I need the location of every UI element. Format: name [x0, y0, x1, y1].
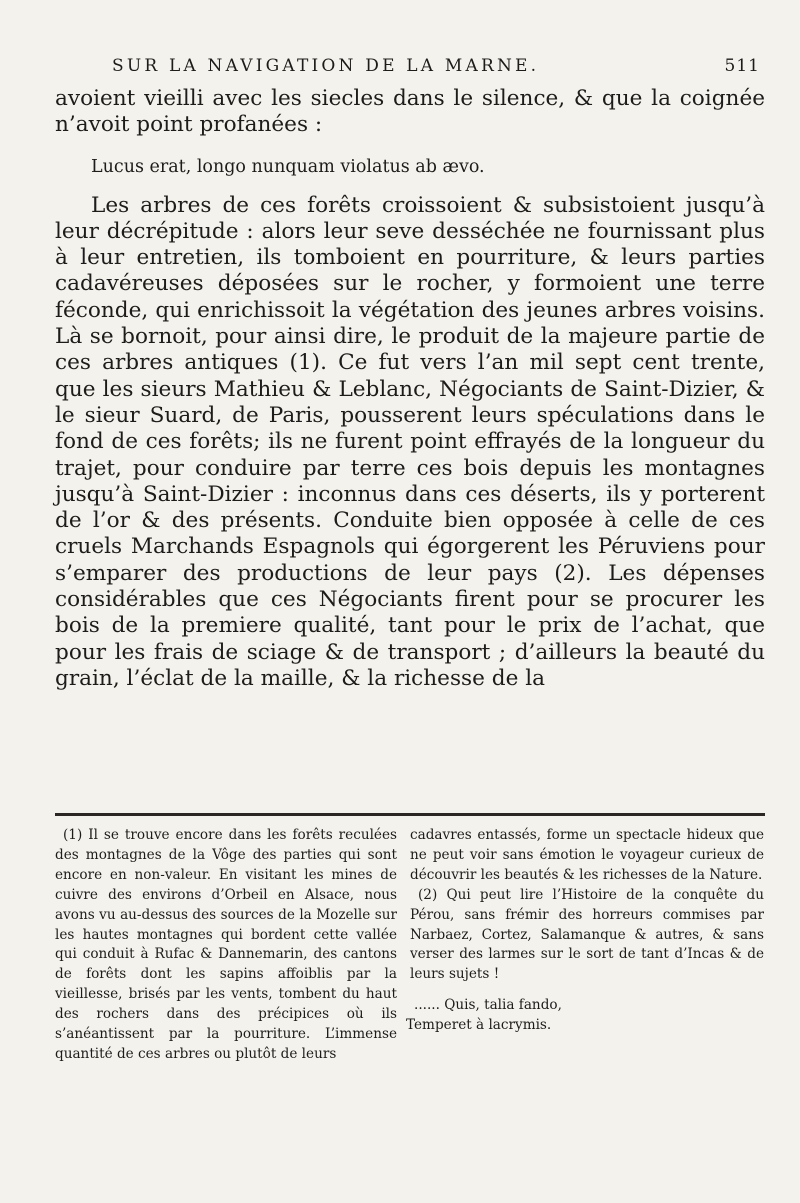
verse-line-1: ...... Quis, talia fando, — [414, 997, 562, 1014]
paragraph-continuation: avoient vieilli avec les siecles dans le silence, & que la coignée n’avoit point profanées : — [55, 86, 765, 138]
running-head-title: SUR LA NAVIGATION DE LA MARNE. — [112, 56, 540, 76]
footnote-1-continuation: cadavres entassés, forme un spectacle hideux que ne peut voir sans émotion le voyageur curieux de découvrir les beautés & les richesses de la Nature. — [410, 827, 764, 883]
footnote-verse — [406, 995, 764, 1035]
running-head — [112, 56, 760, 80]
footnotes-right-column — [406, 826, 764, 1035]
footnote-1: (1) Il se trouve encore dans les forêts reculées des montagnes de la Vôge des parties qui sont encore en non-valeur. En visitant les mines de cuivre des environs d’Orbeil en Alsace, nous avons vu au-dessus des sources de la Mozelle sur les hautes montagnes qui bordent cette vallée qui conduit à Rufac & Dannemarin, des cantons de forêts dont les sapins affoiblis par la vieillesse, brisés par les vents, tombent du haut des rochers dans des précipices où ils s’anéantissent par la pourriture. L’immense quantité de ces arbres ou plutôt de leurs — [55, 827, 397, 1062]
verse-line-2: Temperet à lacrymis. — [406, 1017, 552, 1034]
page-number: 511 — [724, 56, 760, 76]
footnotes-left-column — [55, 826, 397, 1065]
paragraph-main: Les arbres de ces forêts croissoient & subsistoient jusqu’à leur décrépitude : alors leur seve desséchée ne fournissant plus à leur entretien, ils tomboient en pourriture, & leurs parties cadavéreuses déposées sur le rocher, y formoient une terre féconde, qui enrichissoit la végétation des jeunes arbres voisins. Là se bornoit, pour ainsi dire, le produit de la majeure partie de ces arbres antiques (1). Ce fut vers l’an mil sept cent trente, que les sieurs Mathieu & Leblanc, Négociants de Saint-Dizier, & le sieur Suard, de Paris, pousserent leurs spéculations dans le fond de ces forêts; ils ne furent point effrayés de la longueur du trajet, pour conduire par terre ces bois depuis les montagnes jusqu’à Saint-Dizier : inconnus dans ces déserts, ils y porterent de l’or & des présents. Conduite bien opposée à celle de ces cruels Marchands Espagnols qui égorgerent les Péruviens pour s’emparer des productions de leur pays (2). Les dépenses considérables que ces Négociants firent pour se procurer les bois de la premiere qualité, tant pour le prix de l’achat, que pour les frais de sciage & de transport ; d’ailleurs la beauté du grain, l’éclat de la maille, & la richesse de la — [55, 192, 765, 691]
main-text — [55, 86, 765, 692]
footnote-divider — [55, 813, 765, 816]
latin-quote: Lucus erat, longo nunquam violatus ab ævo. — [91, 156, 485, 177]
footnote-2: (2) Qui peut lire l’Histoire de la conquête du Pérou, sans frémir des horreurs commises par Narbaez, Cortez, Salamanque & autres, & sans verser des larmes sur le sort de tant d’Incas & de leurs sujets ! — [410, 886, 764, 983]
